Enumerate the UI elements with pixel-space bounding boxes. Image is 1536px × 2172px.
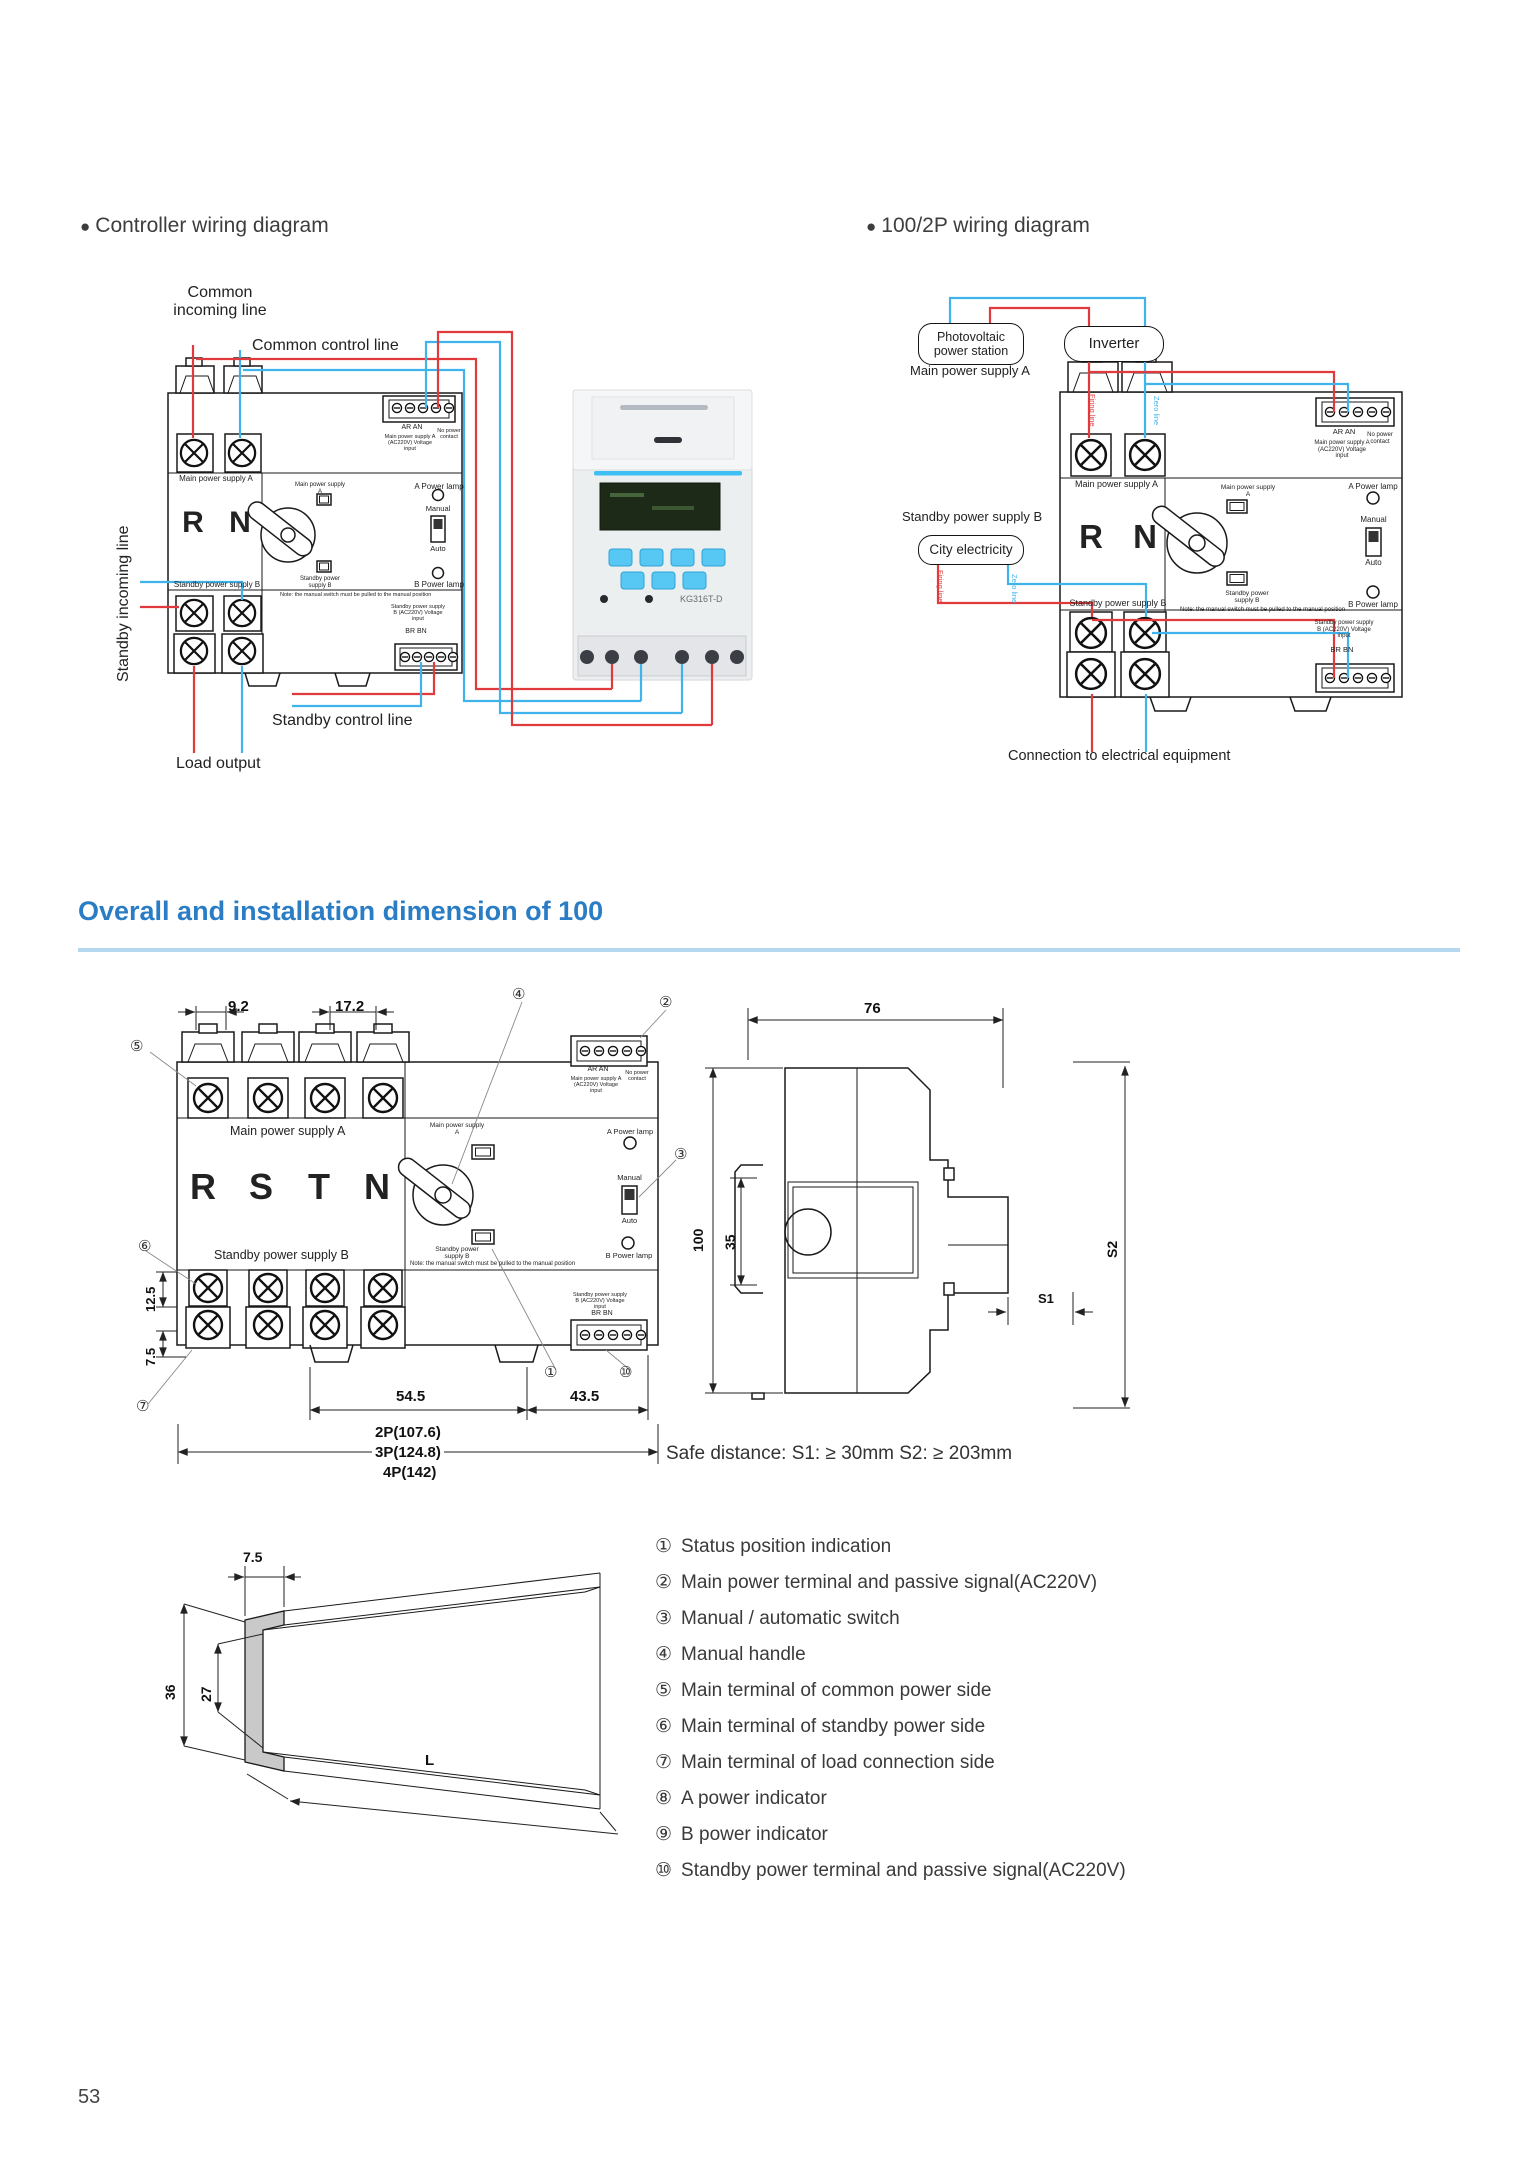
- phase-r: R: [182, 506, 204, 539]
- voltage-input-a-label: Main power supply A (AC220V) Voltage input: [1314, 440, 1370, 460]
- phase-n: N: [364, 1166, 390, 1207]
- manual-note: Note: the manual switch must be pulled to the manual position: [1180, 607, 1346, 613]
- callout-4: ④: [512, 986, 526, 1003]
- phase-s: S: [248, 1166, 273, 1207]
- din-clip: [335, 673, 370, 686]
- legend-label: A power indicator: [681, 1788, 827, 1809]
- controller-model: KG316T-D: [680, 594, 723, 604]
- legend-item: [655, 1716, 1126, 1737]
- section-title-100-2p: ● 100/2P wiring diagram: [866, 214, 1090, 237]
- device-label-standby-b: Standby power supply B: [1069, 598, 1167, 608]
- manual-label: Manual: [425, 504, 451, 513]
- dim-12-5: 12.5: [143, 1286, 158, 1312]
- label-common-control: Common control line: [252, 337, 399, 354]
- dim-35: 35: [722, 1234, 738, 1250]
- section-title-controller: ● Controller wiring diagram: [80, 214, 329, 237]
- dim-54-5: 54.5: [396, 1388, 426, 1405]
- terminal-screw-icon: [229, 440, 255, 466]
- auto-label: Auto: [1365, 558, 1382, 567]
- legend-label: Manual handle: [681, 1644, 806, 1665]
- terminal-screw-icon: [1076, 440, 1106, 470]
- legend-item: [655, 1788, 1126, 1809]
- a-lamp-label: A Power lamp: [606, 1127, 654, 1136]
- manual-label: Manual: [617, 1173, 642, 1182]
- a-lamp-label: A Power lamp: [1348, 482, 1398, 491]
- side-view-drawing: [705, 1008, 1130, 1408]
- handle-main-label: Main power supply A: [1220, 484, 1276, 499]
- terminal-screw-icon: [1130, 440, 1160, 470]
- callout-7: ⑦: [136, 1398, 150, 1415]
- device-label-standby-b: Standby power supply B: [173, 580, 261, 589]
- controller-diagram-device: [168, 358, 462, 686]
- front-label-main-a: Main power supply A: [230, 1124, 346, 1138]
- b-lamp-label: B Power lamp: [414, 580, 464, 589]
- b-lamp-label: B Power lamp: [605, 1251, 653, 1260]
- page-number: 53: [78, 2086, 101, 2108]
- legend-label: Standby power terminal and passive signal(AC220V): [681, 1860, 1126, 1881]
- din-clip: [245, 673, 280, 686]
- ar-an-label: AR AN: [1332, 427, 1356, 436]
- phase-n: N: [1133, 518, 1157, 555]
- dim-7-5: 7.5: [143, 1347, 158, 1366]
- timer-controller-photo: [573, 390, 752, 680]
- legend-num: ②: [655, 1572, 673, 1593]
- legend-item: [655, 1824, 1126, 1845]
- terminal-screw-icon: [181, 440, 207, 466]
- legend-label: Main power terminal and passive signal(AC220V): [681, 1572, 1098, 1593]
- terminal-screw-icon: [229, 600, 255, 626]
- voltage-input-b-label: Standby power supply B (AC220V) Voltage input: [390, 604, 446, 623]
- voltage-input-a-label: Main power supply A (AC220V) Voltage input: [384, 434, 436, 453]
- zero-line-label: Zero line: [1152, 396, 1161, 426]
- legend-num: ⑤: [655, 1680, 673, 1701]
- label-standby-incoming: Standby incoming line: [115, 525, 132, 682]
- legend-label: Manual / automatic switch: [681, 1608, 900, 1629]
- voltage-input-b-label: Standby power supply B (AC220V) Voltage input: [572, 1292, 628, 1311]
- legend-num: ③: [655, 1608, 673, 1629]
- terminal-screw-icon: [1130, 659, 1160, 689]
- callout-6: ⑥: [138, 1238, 152, 1255]
- legend-num: ⑦: [655, 1752, 673, 1773]
- safe-distance-note: Safe distance: S1: ≥ 30mm S2: ≥ 203mm: [666, 1443, 1013, 1464]
- callout-1: ①: [544, 1364, 558, 1381]
- manual-note: Note: the manual switch must be pulled to the manual position: [280, 592, 432, 598]
- din-clip: [1150, 697, 1191, 711]
- label-connection: Connection to electrical equipment: [1008, 748, 1231, 764]
- handle-main-label: Main power supply A: [429, 1122, 485, 1137]
- label-standby-control: Standby control line: [272, 712, 413, 729]
- blue-accent-bar: [594, 471, 742, 476]
- no-power-label: No power contact: [437, 428, 461, 441]
- legend-label: Main terminal of standby power side: [681, 1716, 986, 1737]
- b-power-lamp-icon: [1367, 586, 1379, 598]
- voltage-input-a-label: Main power supply A (AC220V) Voltage input: [570, 1076, 622, 1095]
- terminal-screw-icon: [181, 638, 207, 664]
- phase-r: R: [1079, 518, 1103, 555]
- terminal-screw-icon: [229, 638, 255, 664]
- br-bn-label: BR BN: [591, 1310, 613, 1317]
- legend-label: Main terminal of common power side: [681, 1680, 992, 1701]
- dim-76: 76: [864, 1000, 881, 1017]
- label-load-output: Load output: [176, 755, 261, 772]
- legend-item: [655, 1536, 1126, 1557]
- handle-standby-label: Standby power supply B: [299, 576, 341, 589]
- label-standby-power-b: Standby power supply B: [902, 509, 1043, 524]
- terminal-screw-icon: [1076, 618, 1106, 648]
- callout-2: ②: [659, 994, 673, 1011]
- legend-list: [655, 1536, 1126, 1881]
- heading-rule: [78, 948, 1460, 952]
- city-electricity-box: City electricity: [918, 535, 1024, 565]
- rail-cross-section: [245, 1611, 284, 1771]
- b-power-lamp-icon: [433, 568, 444, 579]
- dim-43-5: 43.5: [570, 1388, 600, 1405]
- b-power-lamp-icon: [622, 1237, 634, 1249]
- no-power-label: No power contact: [625, 1070, 649, 1083]
- device-label-main-a: Main power supply A: [1074, 479, 1159, 489]
- legend-num: ⑨: [655, 1824, 673, 1845]
- label-main-power-a: Main power supply A: [910, 363, 1030, 378]
- dim-s2: S2: [1104, 1240, 1120, 1258]
- manual-note: Note: the manual switch must be pulled to the manual position: [410, 1261, 576, 1267]
- a-power-lamp-icon: [1367, 492, 1379, 504]
- dim-2p: 2P(107.6): [372, 1424, 444, 1441]
- rail-dim-7-5: 7.5: [243, 1549, 263, 1565]
- ar-an-label: AR AN: [401, 424, 423, 431]
- callout-5: ⑤: [130, 1038, 144, 1055]
- br-bn-label: BR BN: [405, 628, 427, 635]
- legend-label: Status position indication: [681, 1536, 892, 1557]
- firing-line-label: Firing line: [936, 570, 945, 603]
- terminal-screw-icon: [1076, 659, 1106, 689]
- a-lamp-label: A Power lamp: [414, 482, 464, 491]
- legend-item: [655, 1752, 1126, 1773]
- firing-line-label: Firing line: [1088, 394, 1097, 427]
- rail-dim-36: 36: [162, 1684, 178, 1700]
- callout-10: ⑩: [619, 1364, 633, 1381]
- din-rail-section: [735, 1165, 763, 1293]
- din-clip: [495, 1345, 538, 1362]
- rail-profile-drawing: [184, 1566, 618, 1834]
- legend-num: ⑧: [655, 1788, 673, 1809]
- zero-line-label: Zero line: [1010, 574, 1019, 604]
- no-power-label: No power contact: [1367, 432, 1393, 445]
- front-label-standby-b: Standby power supply B: [214, 1248, 349, 1262]
- handle-standby-label: Standby power supply B: [1225, 590, 1269, 605]
- br-bn-label: BR BN: [1330, 645, 1354, 654]
- legend-item: [655, 1572, 1126, 1593]
- dim-100: 100: [690, 1228, 706, 1252]
- legend-num: ⑩: [655, 1860, 673, 1881]
- wiring-100-2p-device: [1060, 353, 1402, 711]
- handle-main-label: Main power supply A: [294, 482, 346, 495]
- dim-3p: 3P(124.8): [372, 1444, 444, 1461]
- rail-dim-L: L: [425, 1752, 435, 1769]
- ar-an-label: AR AN: [587, 1066, 609, 1073]
- dim-17-2: 17.2: [335, 998, 365, 1015]
- legend-label: Main terminal of load connection side: [681, 1752, 995, 1773]
- callout-3: ③: [674, 1146, 688, 1163]
- auto-label: Auto: [430, 544, 446, 553]
- photovoltaic-box: Photovoltaic power station: [918, 323, 1024, 365]
- device-label-main-a: Main power supply A: [179, 474, 253, 483]
- dim-s1: S1: [1038, 1291, 1054, 1306]
- legend-num: ①: [655, 1536, 673, 1557]
- auto-label: Auto: [621, 1216, 638, 1225]
- rail-dim-27: 27: [198, 1686, 214, 1702]
- manual-label: Manual: [1360, 515, 1387, 524]
- b-lamp-label: B Power lamp: [1348, 600, 1398, 609]
- phase-n: N: [229, 506, 251, 539]
- label-common-incoming: Common incoming line: [173, 284, 267, 320]
- phase-t: T: [308, 1166, 330, 1207]
- din-clip: [1290, 697, 1331, 711]
- legend-num: ④: [655, 1644, 673, 1665]
- handle-standby-label: Standby power supply B: [435, 1246, 479, 1261]
- label-text-hint: [620, 405, 708, 410]
- dim-4p: 4P(142): [380, 1464, 439, 1481]
- legend-item: [655, 1608, 1126, 1629]
- legend-item: [655, 1680, 1126, 1701]
- legend-item: [655, 1644, 1126, 1665]
- dim-9-2: 9.2: [228, 998, 249, 1015]
- legend-item: [655, 1860, 1126, 1881]
- legend-label: B power indicator: [681, 1824, 828, 1845]
- bullet-icon: ●: [80, 216, 91, 236]
- bullet-icon: ●: [866, 216, 877, 236]
- legend-num: ⑥: [655, 1716, 673, 1737]
- a-power-lamp-icon: [624, 1137, 636, 1149]
- front-terminal-towers: [182, 1024, 409, 1062]
- voltage-input-b-label: Standby power supply B (AC220V) Voltage input: [1314, 620, 1374, 640]
- page-heading: Overall and installation dimension of 100: [78, 896, 604, 926]
- terminal-screw-icon: [181, 600, 207, 626]
- inverter-box: Inverter: [1064, 326, 1164, 362]
- phase-r: R: [190, 1166, 216, 1207]
